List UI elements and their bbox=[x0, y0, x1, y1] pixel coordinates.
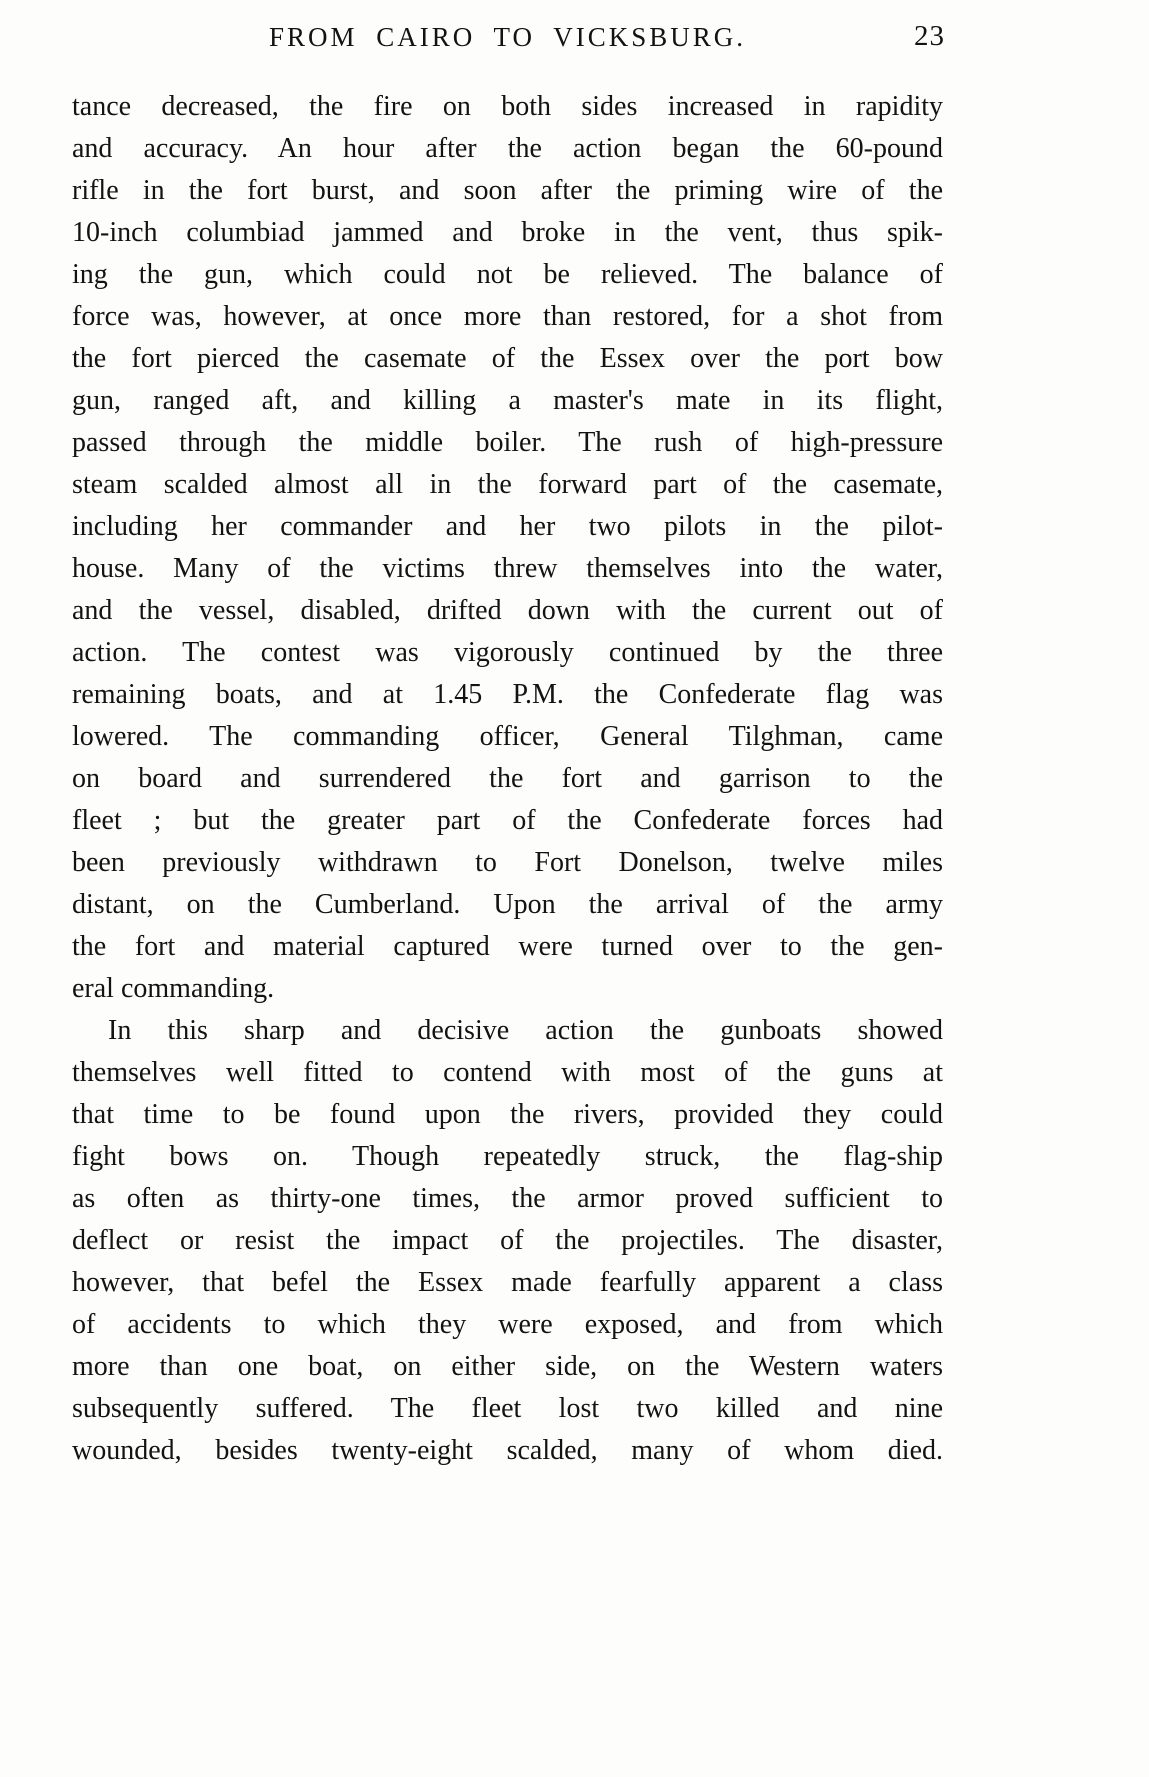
text-line: as often as thirty-one times, the armor proved sufficient to bbox=[72, 1183, 943, 1214]
text-line: deflect or resist the impact of the projectiles. The disaster, bbox=[72, 1225, 943, 1256]
text-line: wounded, besides twenty-eight scalded, many of whom died. bbox=[72, 1435, 943, 1466]
text-line: on board and surrendered the fort and garrison to the bbox=[72, 763, 943, 794]
text-line: and the vessel, disabled, drifted down with the current out of bbox=[72, 595, 943, 626]
text-line: subsequently suffered. The fleet lost two killed and nine bbox=[72, 1393, 943, 1424]
text-block bbox=[72, 22, 943, 1472]
text-line: eral commanding. bbox=[72, 973, 275, 1004]
text-line: including her commander and her two pilots in the pilot- bbox=[72, 511, 943, 542]
text-line: 10-inch columbiad jammed and broke in the vent, thus spik- bbox=[72, 217, 943, 248]
text-line: distant, on the Cumberland. Upon the arrival of the army bbox=[72, 889, 943, 920]
text-line: passed through the middle boiler. The rush of high-pressure bbox=[72, 427, 943, 458]
text-line: of accidents to which they were exposed, and from which bbox=[72, 1309, 943, 1340]
paragraph bbox=[72, 1010, 943, 1472]
text-line: fleet ; but the greater part of the Confederate forces had bbox=[72, 805, 943, 836]
text-line: been previously withdrawn to Fort Donelson, twelve miles bbox=[72, 847, 943, 878]
paragraph bbox=[72, 86, 943, 1010]
text-line: house. Many of the victims threw themselves into the water, bbox=[72, 553, 943, 584]
text-line: the fort pierced the casemate of the Essex over the port bow bbox=[72, 343, 943, 374]
text-line: remaining boats, and at 1.45 P.M. the Confederate flag was bbox=[72, 679, 943, 710]
text-line: tance decreased, the fire on both sides increased in rapidity bbox=[72, 91, 943, 122]
text-line: more than one boat, on either side, on the Western waters bbox=[72, 1351, 943, 1382]
header-title: FROM CAIRO TO VICKSBURG. bbox=[268, 22, 747, 52]
page-body bbox=[72, 86, 943, 1472]
text-line: the fort and material captured were turned over to the gen- bbox=[72, 931, 943, 962]
text-line: action. The contest was vigorously continued by the three bbox=[72, 637, 943, 668]
text-line: lowered. The commanding officer, General Tilghman, came bbox=[72, 721, 943, 752]
running-header bbox=[72, 22, 943, 58]
text-line: that time to be found upon the rivers, provided they could bbox=[72, 1099, 943, 1130]
text-line: ing the gun, which could not be relieved. The balance of bbox=[72, 259, 943, 290]
text-line: force was, however, at once more than restored, for a shot from bbox=[72, 301, 943, 332]
text-line: and accuracy. An hour after the action began the 60-pound bbox=[72, 133, 943, 164]
text-line: In this sharp and decisive action the gunboats showed bbox=[108, 1015, 943, 1046]
text-line: themselves well fitted to contend with most of the guns at bbox=[72, 1057, 943, 1088]
text-line: gun, ranged aft, and killing a master's mate in its flight, bbox=[72, 385, 943, 416]
text-line: however, that befel the Essex made fearfully apparent a class bbox=[72, 1267, 943, 1298]
text-line: fight bows on. Though repeatedly struck, the flag-ship bbox=[72, 1141, 943, 1172]
page-number: 23 bbox=[914, 20, 945, 52]
text-line: steam scalded almost all in the forward part of the casemate, bbox=[72, 469, 943, 500]
text-line: rifle in the fort burst, and soon after the priming wire of the bbox=[72, 175, 943, 206]
